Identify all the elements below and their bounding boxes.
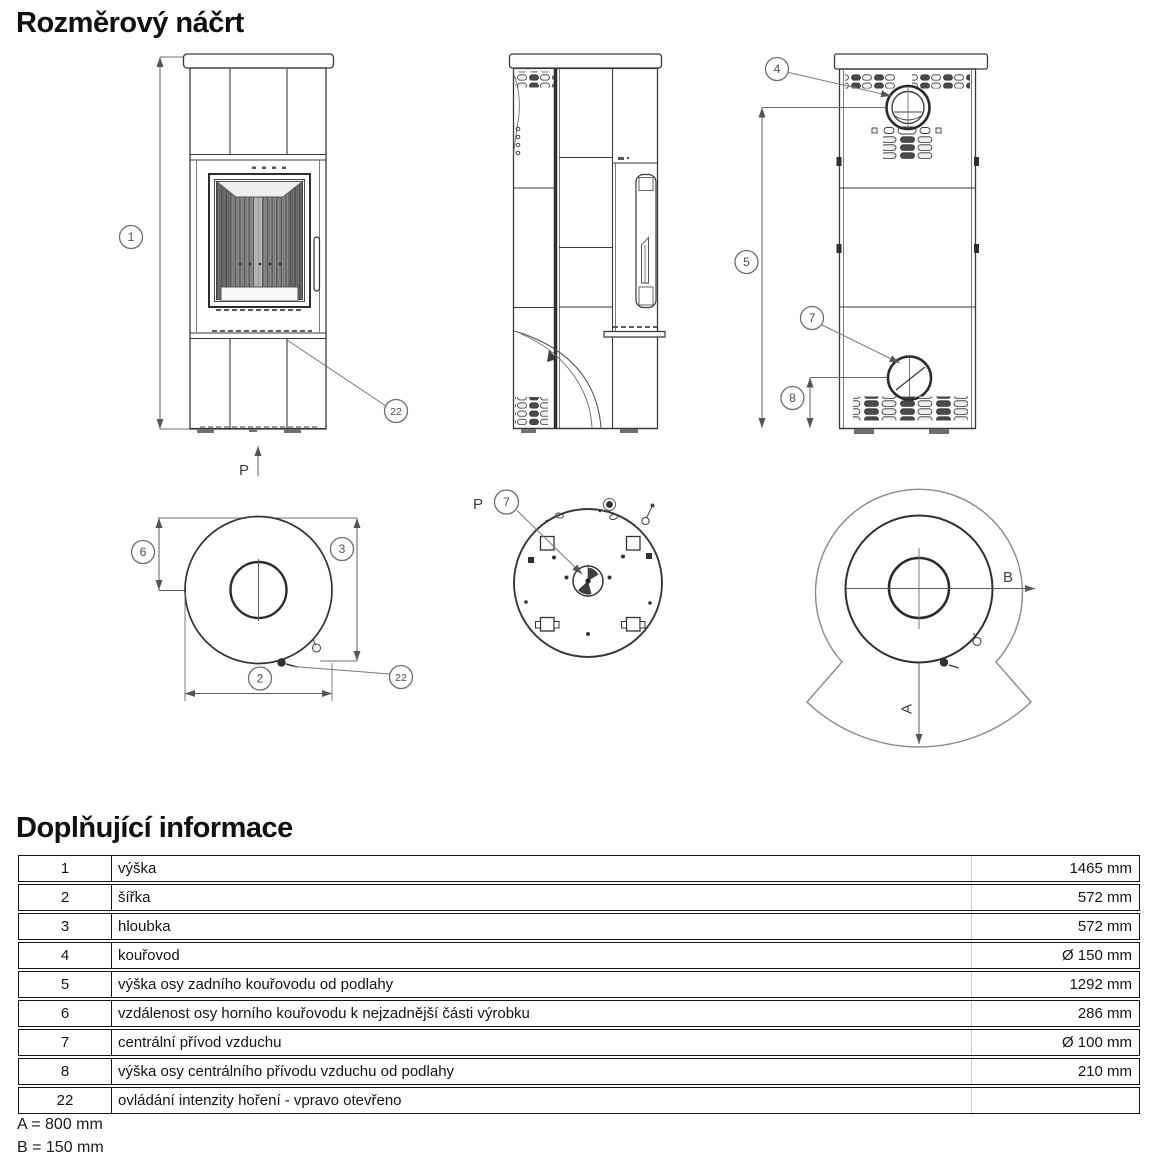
svg-text:4: 4 [773, 62, 781, 77]
footnotes [17, 1113, 104, 1159]
label-a: A [898, 703, 916, 714]
label-p-front: P [239, 462, 250, 479]
ash-lip [604, 332, 665, 338]
table-row [18, 884, 1140, 911]
row-label: výška osy zadního kouřovodu od podlahy [112, 972, 972, 997]
door-handle-front [314, 237, 320, 291]
row-number: 22 [19, 1088, 112, 1113]
clearance-view [807, 489, 1035, 747]
stove-top-cap-back [835, 54, 988, 69]
control-lever-knob [277, 658, 285, 666]
svg-text:5: 5 [743, 255, 750, 270]
note-a: A = 800 mm [17, 1116, 103, 1133]
row-value: 572 mm [1077, 918, 1132, 935]
table-row [18, 942, 1140, 969]
row-label: výška osy centrálního přívodu vzduchu od podlahy [112, 1059, 972, 1084]
row-label: hloubka [112, 914, 972, 939]
svg-text:6: 6 [139, 545, 147, 560]
vent-grid-side-top [516, 72, 554, 88]
row-value: 210 mm [1077, 1063, 1132, 1080]
row-number: 4 [19, 943, 112, 968]
vent-grid-back-bottom [853, 397, 968, 421]
row-label: vzdálenost osy horního kouřovodu k nejzadnější části výrobku [112, 1001, 972, 1026]
table-row [18, 1029, 1140, 1056]
svg-text:3: 3 [338, 542, 346, 557]
svg-text:1: 1 [127, 230, 135, 245]
svg-text:7: 7 [808, 311, 816, 326]
table-row [18, 1000, 1140, 1027]
control-lever-knob-clearance [940, 658, 948, 666]
label-b: B [1003, 569, 1014, 586]
top-knob [606, 501, 613, 508]
dimensions-table [18, 855, 1140, 1116]
row-number: 7 [19, 1030, 112, 1055]
row-label: šířka [112, 885, 972, 910]
row-value: Ø 150 mm [1061, 947, 1132, 964]
row-number: 1 [19, 856, 112, 881]
svg-text:7: 7 [503, 495, 510, 510]
vent-grid-back-mid [883, 136, 935, 160]
side-view [510, 54, 666, 433]
table-row [18, 1087, 1140, 1114]
page-title: Rozměrový náčrt [16, 7, 244, 39]
row-label: kouřovod [112, 943, 972, 968]
table-row [18, 855, 1140, 882]
row-label: ovládání intenzity hoření - vpravo otevřeno [112, 1088, 972, 1113]
row-label: výška [112, 856, 972, 881]
row-number: 5 [19, 972, 112, 997]
bottom-view [473, 490, 662, 657]
svg-text:22: 22 [395, 671, 407, 684]
svg-text:8: 8 [789, 391, 796, 406]
row-value: 572 mm [1077, 889, 1132, 906]
row-number: 8 [19, 1059, 112, 1084]
vent-grid-back-top-left [845, 73, 895, 89]
row-value: 1465 mm [1069, 860, 1132, 877]
note-b: B = 150 mm [17, 1139, 104, 1156]
row-number: 3 [19, 914, 112, 939]
row-label: centrální přívod vzduchu [112, 1030, 972, 1055]
table-row [18, 913, 1140, 940]
row-value: Ø 100 mm [1061, 1034, 1132, 1051]
front-view [120, 54, 408, 479]
svg-text:22: 22 [390, 405, 402, 418]
svg-text:2: 2 [256, 671, 264, 686]
row-number: 2 [19, 885, 112, 910]
section-title: Doplňující informace [16, 812, 293, 844]
row-number: 6 [19, 1001, 112, 1026]
row-value: 1292 mm [1069, 976, 1132, 993]
vent-grid-side-bottom [515, 397, 548, 425]
table-row [18, 1058, 1140, 1085]
top-view [132, 517, 413, 702]
label-p-bottom: P [473, 496, 484, 513]
table-row [18, 971, 1140, 998]
row-value: 286 mm [1077, 1005, 1132, 1022]
stove-top-cap [184, 54, 334, 68]
vent-grid-back-top-right [912, 73, 970, 89]
back-view [735, 54, 988, 434]
stove-top-cap-side [510, 54, 662, 68]
